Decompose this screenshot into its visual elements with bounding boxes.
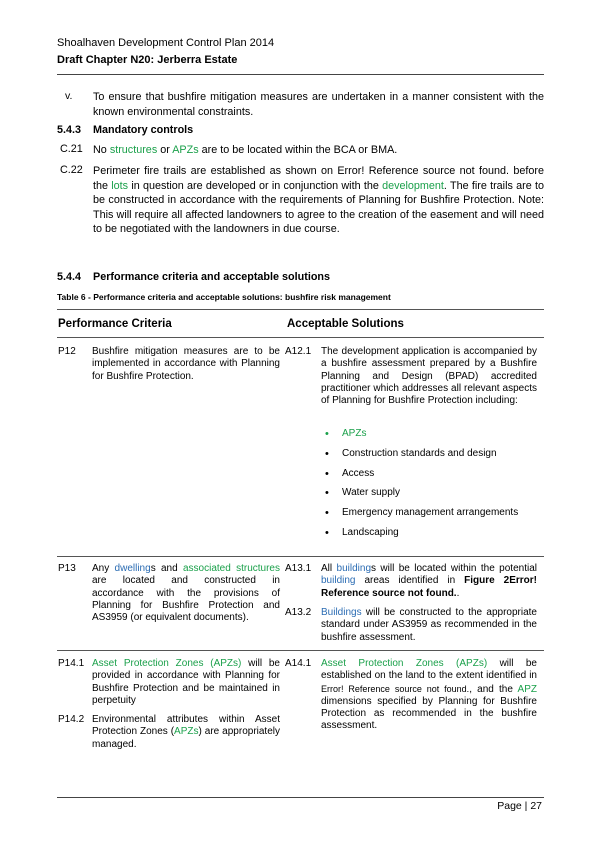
solution-code: A13.2 <box>285 607 312 618</box>
list-item: • APZs <box>324 428 536 440</box>
list-item: • Emergency management arrangements <box>324 507 536 519</box>
section-number: 5.4.3 <box>57 124 82 136</box>
building-link[interactable]: building <box>321 575 356 587</box>
row-divider <box>57 650 544 651</box>
criteria-text: Asset Protection Zones (APZs) will be provided in accordance with Planning for Bushfire Protection and be maintained in perpetuity <box>92 658 280 706</box>
list-item: • Landscaping <box>324 527 536 539</box>
column-header-acceptable: Acceptable Solutions <box>287 318 404 330</box>
solution-code: A13.1 <box>285 563 312 574</box>
apz-link[interactable]: Asset Protection Zones (APZs) <box>92 658 242 669</box>
structures-link[interactable]: structures <box>109 144 158 156</box>
section-title: Performance criteria and acceptable solutions <box>93 271 331 283</box>
dwelling-link[interactable]: dwelling <box>114 563 151 574</box>
section-number: 5.4.4 <box>57 271 82 283</box>
control-text: Perimeter fire trails are established as shown on Error! Reference source not found. before the lots in question are developed or in conjunction with the development. The fire trails are to be constructed in accordance with the requirements of Planning for Bushfire Protection. Note: This will require all affected landowners to agree to the creation of the easement and will need to be negotiated with the landowners in due course. <box>93 165 544 235</box>
column-header-performance: Performance Criteria <box>58 318 172 330</box>
control-code: C.22 <box>60 164 83 176</box>
section-title: Mandatory controls <box>93 124 194 136</box>
criteria-text: Environmental attributes within Asset Protection Zones (APZs) are appropriately managed. <box>92 714 280 750</box>
criteria-code: P14.1 <box>58 658 85 669</box>
criteria-code: P13 <box>58 563 76 574</box>
lots-link[interactable]: lots <box>111 179 129 192</box>
assessment-aspects-list <box>324 428 536 547</box>
solution-text: The development application is accompanied by a bushfire assessment prepared by a Bushfire Planning and Design (BPAD) accredited practitioner which addresses all relevant aspects of Planning for Bushfire Protection including: <box>321 346 537 407</box>
criteria-text: Bushfire mitigation measures are to be implemented in accordance with Planning for Bushfire Protection. <box>92 346 280 382</box>
list-item: • Access <box>324 468 536 480</box>
criteria-text: Any dwellings and associated structures are located and constructed in accordance with the provisions of Planning for Bushfire Protection and AS3959 (or equivalent documents). <box>92 563 280 624</box>
control-text: No structures or APZs are to be located within the BCA or BMA. <box>93 144 398 156</box>
solution-code: A12.1 <box>285 346 312 357</box>
table-top-rule <box>57 309 544 310</box>
solution-code: A14.1 <box>285 658 312 669</box>
table-caption: Table 6 - Performance criteria and acceptable solutions: bushfire risk management <box>57 292 391 302</box>
solution-text: Asset Protection Zones (APZs) will be established on the land to the extent identified in Error! Reference source not found., and the APZ dimensions specified by Planning for Bushfire Protection as recommended in the bushfire assessment. <box>321 658 537 732</box>
building-link[interactable]: building <box>336 563 372 574</box>
section-heading-performance-criteria <box>57 271 330 283</box>
section-heading-mandatory-controls <box>57 124 193 136</box>
apzs-link[interactable]: APZs <box>174 726 199 738</box>
objective-number: v. <box>65 90 73 102</box>
page-number: Page | 27 <box>497 800 542 812</box>
footer-divider <box>57 797 544 798</box>
buildings-link[interactable]: Buildings <box>321 607 362 618</box>
apz-link[interactable]: Asset Protection Zones (APZs) <box>321 658 488 669</box>
objective-text: To ensure that bushfire mitigation measures are undertaken in a manner consistent with the known environmental constraints. <box>93 91 544 118</box>
document-title: Shoalhaven Development Control Plan 2014 <box>57 37 275 49</box>
control-code: C.21 <box>60 143 83 155</box>
apzs-link[interactable]: APZs <box>172 144 199 156</box>
apz-link[interactable]: APZ <box>517 683 537 695</box>
development-link[interactable]: development <box>382 179 444 192</box>
chapter-title: Draft Chapter N20: Jerberra Estate <box>57 54 238 66</box>
associated-structures-link[interactable]: associated structures <box>182 563 280 574</box>
solution-text: Buildings will be constructed to the appropriate standard under AS3959 as recommended in the bushfire assessment. <box>321 607 537 643</box>
list-item: • Construction standards and design <box>324 448 536 460</box>
criteria-code: P14.2 <box>58 714 85 725</box>
solution-text: All buildings will be located within the potential building areas identified in Figure 2Error! Reference source not found.. <box>321 563 537 599</box>
row-divider <box>57 556 544 557</box>
criteria-code: P12 <box>58 346 76 357</box>
table-header-rule <box>57 337 544 338</box>
list-item: • Water supply <box>324 487 536 499</box>
header-divider <box>57 74 544 75</box>
